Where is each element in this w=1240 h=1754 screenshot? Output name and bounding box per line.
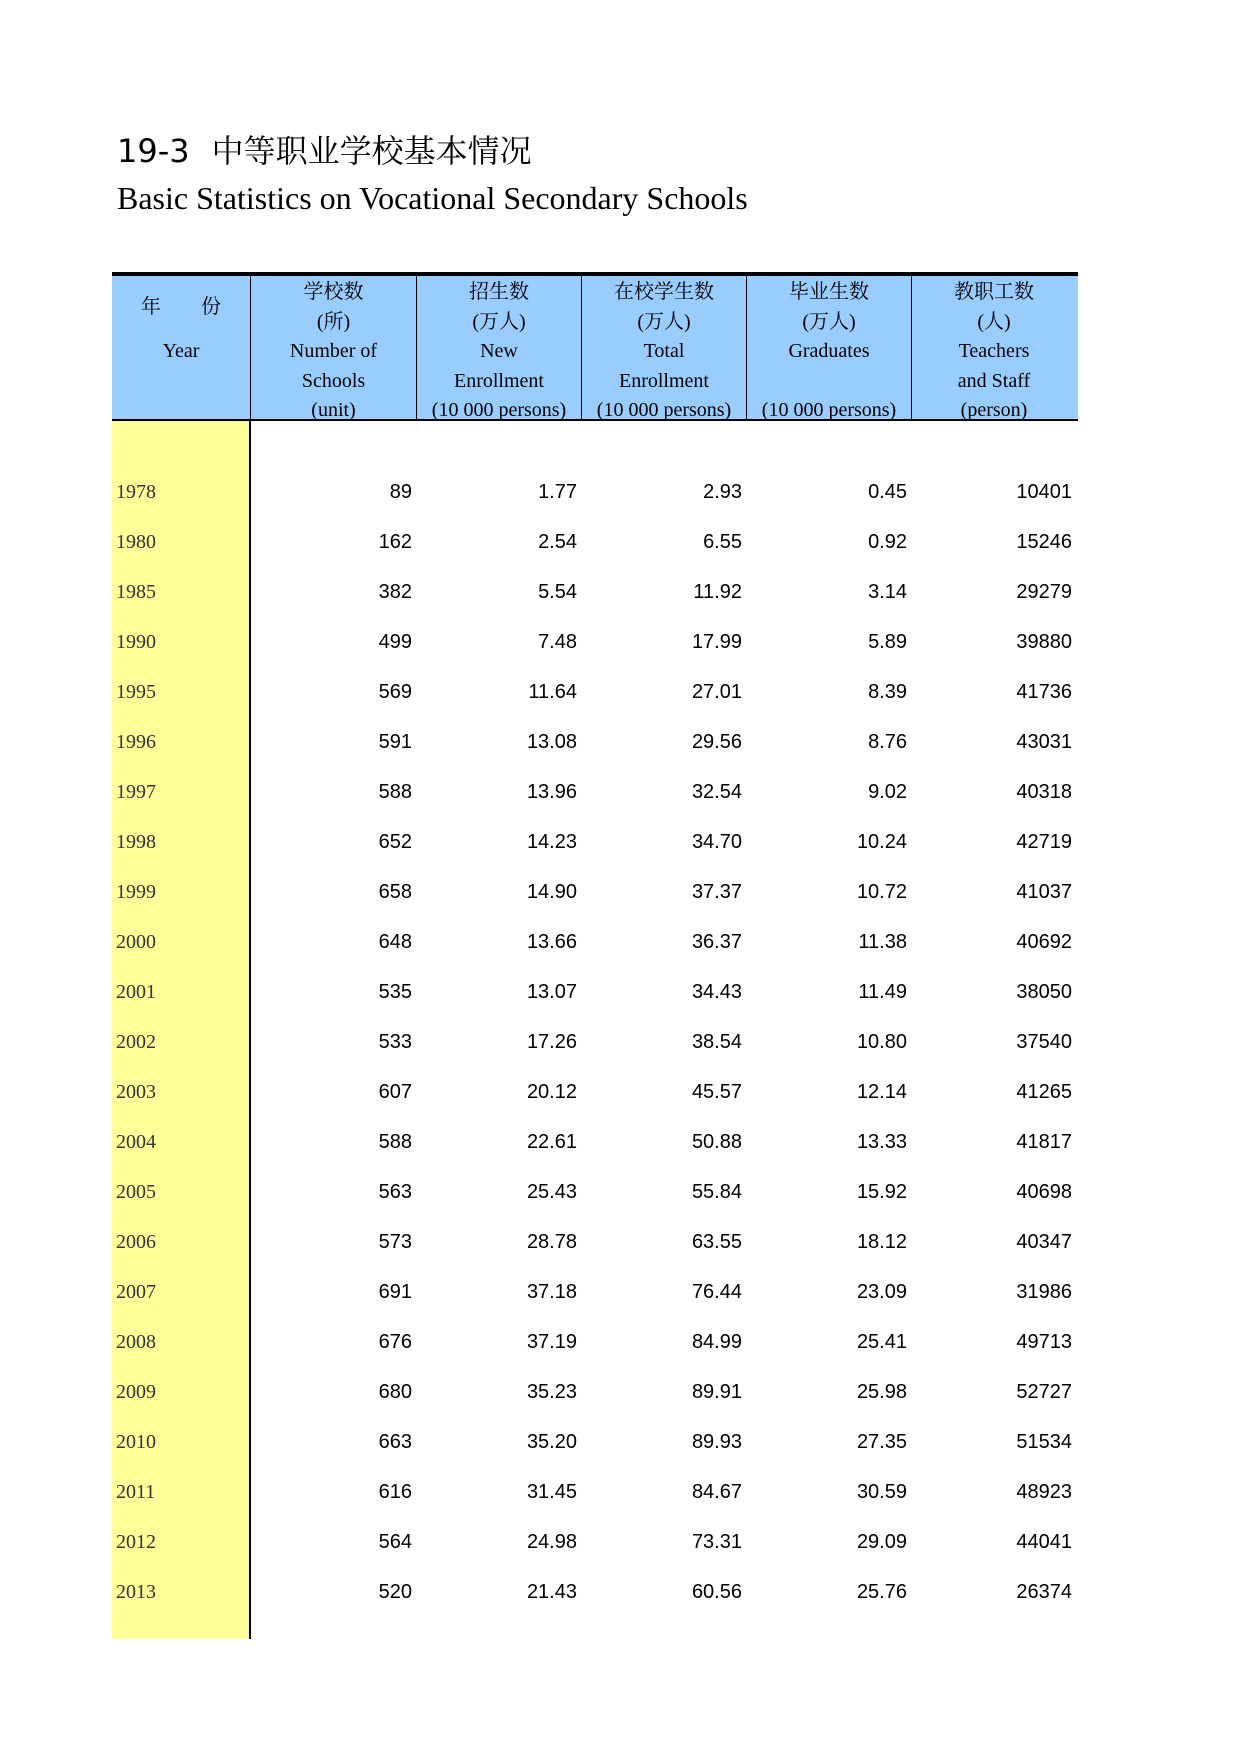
header-line — [747, 367, 911, 397]
header-column-1 — [251, 276, 416, 419]
header-line: (所) — [316, 310, 351, 333]
value-cell: 14.90 — [526, 880, 577, 903]
table-row — [112, 967, 1078, 1017]
value-cell: 5.54 — [538, 580, 577, 603]
value-cell: 40692 — [1016, 930, 1072, 953]
value-cell: 84.67 — [691, 1480, 742, 1503]
table-row — [112, 1117, 1078, 1167]
table-row — [112, 1167, 1078, 1217]
value-cell: 5.89 — [868, 630, 907, 653]
year-cell: 1990 — [116, 630, 156, 653]
value-cell: 15246 — [1016, 530, 1072, 553]
value-cell: 41817 — [1016, 1130, 1072, 1153]
value-cell: 520 — [378, 1580, 412, 1603]
value-cell: 35.20 — [526, 1430, 577, 1453]
value-cell: 11.64 — [528, 680, 577, 703]
header-year — [112, 276, 251, 419]
year-cell: 1996 — [116, 730, 156, 753]
value-cell: 1.77 — [538, 480, 577, 503]
year-cell: 2003 — [116, 1080, 156, 1103]
header-line: (10 000 persons) — [596, 399, 732, 421]
value-cell: 8.76 — [868, 730, 907, 753]
table-row — [112, 817, 1078, 867]
year-cell: 2010 — [116, 1430, 156, 1453]
year-cell: 1998 — [116, 830, 156, 853]
header-column-5 — [911, 276, 1076, 419]
value-cell: 616 — [378, 1480, 412, 1503]
header-line: Teachers — [958, 340, 1030, 362]
value-cell: 32.54 — [691, 780, 742, 803]
header-line: (万人) — [472, 310, 526, 333]
value-cell: 44041 — [1016, 1530, 1072, 1553]
value-cell: 382 — [378, 580, 412, 603]
value-cell: 6.55 — [703, 530, 742, 553]
header-line: and Staff — [957, 369, 1031, 392]
header-columns — [251, 276, 1076, 419]
table-row — [112, 767, 1078, 817]
table-number: 19-3 — [117, 132, 190, 170]
value-cell: 658 — [378, 880, 412, 903]
value-cell: 663 — [378, 1430, 412, 1453]
value-cell: 30.59 — [856, 1480, 907, 1503]
value-cell: 28.78 — [526, 1230, 577, 1253]
header-line: (10 000 persons) — [431, 399, 567, 421]
value-cell: 13.66 — [526, 930, 577, 953]
value-cell: 564 — [378, 1530, 412, 1553]
year-cell: 1980 — [116, 530, 156, 553]
value-cell: 34.70 — [691, 830, 742, 853]
value-cell: 13.08 — [526, 730, 577, 753]
header-line: (person) — [960, 399, 1028, 421]
table-row — [112, 1367, 1078, 1417]
table-header — [112, 272, 1078, 421]
value-cell: 533 — [378, 1030, 412, 1053]
value-cell: 15.92 — [856, 1180, 907, 1203]
value-cell: 76.44 — [691, 1280, 742, 1303]
table-row — [112, 1467, 1078, 1517]
value-cell: 13.07 — [526, 980, 577, 1003]
header-line: (万人) — [802, 310, 856, 333]
value-cell: 680 — [378, 1380, 412, 1403]
statistics-table — [112, 272, 1078, 1639]
value-cell: 37.37 — [691, 880, 742, 903]
value-cell: 37.18 — [526, 1280, 577, 1303]
value-cell: 11.92 — [693, 580, 742, 603]
year-cell: 2007 — [116, 1280, 156, 1303]
value-cell: 27.35 — [856, 1430, 907, 1453]
value-cell: 8.39 — [868, 680, 907, 703]
value-cell: 10.72 — [856, 880, 907, 903]
value-cell: 31986 — [1016, 1280, 1072, 1303]
table-row — [112, 467, 1078, 517]
value-cell: 2.93 — [703, 480, 742, 503]
value-cell: 535 — [378, 980, 412, 1003]
table-row — [112, 617, 1078, 667]
year-cell: 2000 — [116, 930, 156, 953]
year-cell: 1978 — [116, 480, 156, 503]
value-cell: 50.88 — [691, 1130, 742, 1153]
value-cell: 25.41 — [856, 1330, 907, 1353]
value-cell: 563 — [378, 1180, 412, 1203]
value-cell: 39880 — [1016, 630, 1072, 653]
value-cell: 89.93 — [691, 1430, 742, 1453]
header-column-2 — [416, 276, 581, 419]
value-cell: 17.99 — [691, 630, 742, 653]
table-row — [112, 1317, 1078, 1367]
value-cell: 607 — [378, 1080, 412, 1103]
value-cell: 29.09 — [856, 1530, 907, 1553]
header-line: New — [480, 340, 518, 362]
header-column-3 — [581, 276, 746, 419]
year-cell: 1995 — [116, 680, 156, 703]
header-line: 招生数 — [469, 281, 529, 303]
header-line: 学校数 — [303, 281, 364, 303]
year-cell: 1999 — [116, 880, 156, 903]
table-row — [112, 1017, 1078, 1067]
header-line: Enrollment — [619, 369, 709, 392]
page-title-en: Basic Statistics on Vocational Secondary Schools — [117, 180, 748, 216]
value-cell: 162 — [378, 530, 412, 553]
table-row — [112, 867, 1078, 917]
value-cell: 588 — [378, 1130, 412, 1153]
page-title-cn — [117, 126, 532, 172]
value-cell: 84.99 — [691, 1330, 742, 1353]
table-row — [112, 1217, 1078, 1267]
value-cell: 26374 — [1016, 1580, 1072, 1603]
value-cell: 652 — [378, 830, 412, 853]
header-line: Enrollment — [454, 369, 544, 392]
value-cell: 3.14 — [868, 580, 907, 603]
header-line: (unit) — [311, 399, 356, 421]
value-cell: 648 — [378, 930, 412, 953]
value-cell: 12.14 — [856, 1080, 907, 1103]
year-cell: 2005 — [116, 1180, 156, 1203]
title-chinese: 中等职业学校基本情况 — [211, 132, 532, 170]
value-cell: 49713 — [1016, 1330, 1072, 1353]
value-cell: 10.24 — [856, 830, 907, 853]
value-cell: 25.76 — [856, 1580, 907, 1603]
value-cell: 37.19 — [526, 1330, 577, 1353]
table-body — [112, 421, 1078, 1639]
value-cell: 0.92 — [868, 530, 907, 553]
value-cell: 38.54 — [691, 1030, 742, 1053]
value-cell: 2.54 — [538, 530, 577, 553]
header-line: (万人) — [637, 310, 691, 333]
value-cell: 89 — [389, 480, 412, 503]
header-column-4 — [746, 276, 911, 419]
table-row — [112, 1067, 1078, 1117]
year-cell: 2013 — [116, 1580, 156, 1603]
value-cell: 9.02 — [868, 780, 907, 803]
year-cell: 2004 — [116, 1130, 156, 1153]
value-cell: 63.55 — [691, 1230, 742, 1253]
value-cell: 13.33 — [856, 1130, 907, 1153]
table-row — [112, 1567, 1078, 1617]
header-line: Graduates — [788, 340, 870, 362]
value-cell: 591 — [378, 730, 412, 753]
header-year-cn: 年 份 — [141, 296, 221, 318]
value-cell: 48923 — [1016, 1480, 1072, 1503]
value-cell: 22.61 — [526, 1130, 577, 1153]
value-cell: 41037 — [1016, 880, 1072, 903]
value-cell: 7.48 — [538, 630, 577, 653]
value-cell: 11.38 — [858, 930, 907, 953]
value-cell: 42719 — [1016, 830, 1072, 853]
value-cell: 38050 — [1016, 980, 1072, 1003]
year-cell: 1997 — [116, 780, 156, 803]
value-cell: 34.43 — [691, 980, 742, 1003]
value-cell: 27.01 — [691, 680, 742, 703]
header-line: 毕业生数 — [789, 281, 869, 303]
value-cell: 24.98 — [526, 1530, 577, 1553]
header-line: Total — [643, 340, 685, 362]
value-cell: 35.23 — [526, 1380, 577, 1403]
value-cell: 588 — [378, 780, 412, 803]
table-row — [112, 517, 1078, 567]
value-cell: 569 — [378, 680, 412, 703]
value-cell: 499 — [378, 630, 412, 653]
value-cell: 676 — [378, 1330, 412, 1353]
value-cell: 73.31 — [691, 1530, 742, 1553]
value-cell: 41736 — [1016, 680, 1072, 703]
value-cell: 43031 — [1016, 730, 1072, 753]
table-row — [112, 1417, 1078, 1467]
header-line: Number of — [289, 340, 378, 362]
value-cell: 573 — [378, 1230, 412, 1253]
value-cell: 52727 — [1016, 1380, 1072, 1403]
value-cell: 55.84 — [691, 1180, 742, 1203]
header-year-en: Year — [162, 340, 200, 362]
value-cell: 23.09 — [856, 1280, 907, 1303]
year-cell: 1985 — [116, 580, 156, 603]
value-cell: 18.12 — [856, 1230, 907, 1253]
table-row — [112, 1517, 1078, 1567]
year-cell: 2012 — [116, 1530, 156, 1553]
value-cell: 29279 — [1016, 580, 1072, 603]
year-cell: 2001 — [116, 980, 156, 1003]
value-cell: 31.45 — [526, 1480, 577, 1503]
value-cell: 17.26 — [526, 1030, 577, 1053]
value-cell: 37540 — [1016, 1030, 1072, 1053]
value-cell: 40318 — [1016, 780, 1072, 803]
value-cell: 40347 — [1016, 1230, 1072, 1253]
value-cell: 25.98 — [856, 1380, 907, 1403]
header-line: (人) — [977, 310, 1011, 333]
value-cell: 36.37 — [691, 930, 742, 953]
value-cell: 0.45 — [868, 480, 907, 503]
year-cell: 2002 — [116, 1030, 156, 1053]
table-row — [112, 717, 1078, 767]
table-row — [112, 667, 1078, 717]
table-row — [112, 567, 1078, 617]
value-cell: 10401 — [1016, 480, 1072, 503]
year-cell: 2011 — [116, 1480, 156, 1503]
table-row — [112, 917, 1078, 967]
value-cell: 691 — [378, 1280, 412, 1303]
value-cell: 21.43 — [526, 1580, 577, 1603]
header-line: 教职工数 — [954, 281, 1034, 303]
value-cell: 25.43 — [526, 1180, 577, 1203]
header-line: 在校学生数 — [614, 281, 714, 303]
value-cell: 13.96 — [526, 780, 577, 803]
header-line: Schools — [301, 369, 366, 392]
value-cell: 89.91 — [691, 1380, 742, 1403]
value-cell: 11.49 — [858, 980, 907, 1003]
header-line: (10 000 persons) — [761, 399, 897, 421]
value-cell: 45.57 — [691, 1080, 742, 1103]
value-cell: 14.23 — [526, 830, 577, 853]
value-cell: 41265 — [1016, 1080, 1072, 1103]
year-cell: 2006 — [116, 1230, 156, 1253]
value-cell: 20.12 — [526, 1080, 577, 1103]
value-cell: 51534 — [1016, 1430, 1072, 1453]
value-cell: 40698 — [1016, 1180, 1072, 1203]
value-cell: 29.56 — [691, 730, 742, 753]
table-row — [112, 1267, 1078, 1317]
value-cell: 10.80 — [856, 1030, 907, 1053]
year-cell: 2008 — [116, 1330, 156, 1353]
year-cell: 2009 — [116, 1380, 156, 1403]
value-cell: 60.56 — [691, 1580, 742, 1603]
